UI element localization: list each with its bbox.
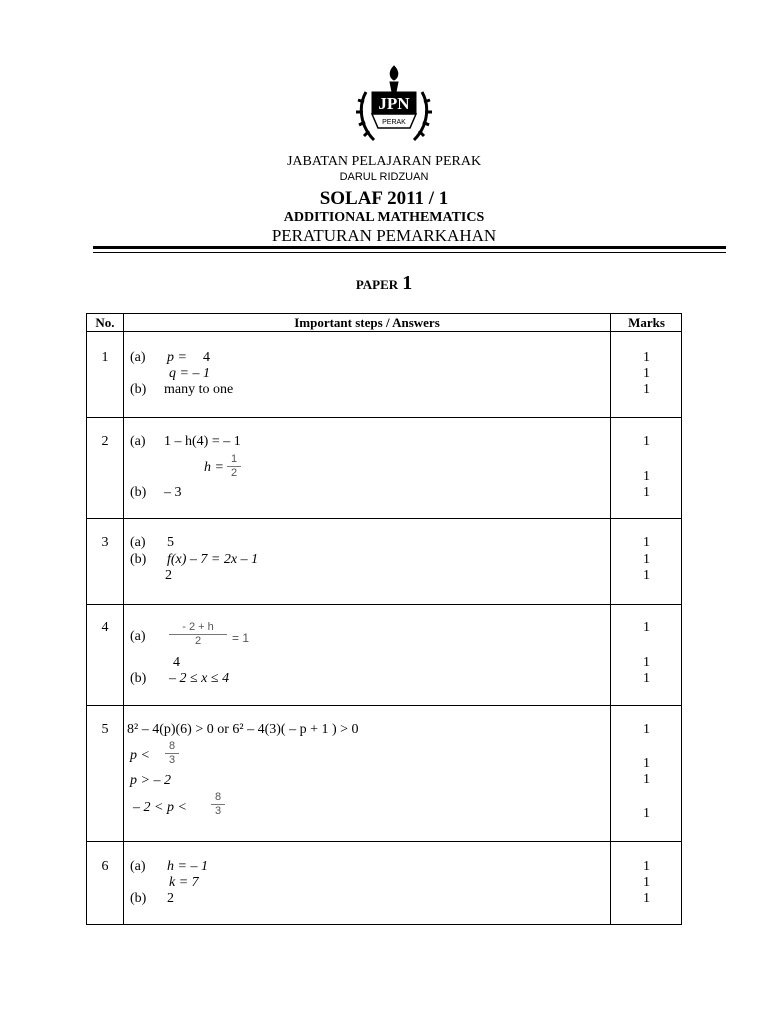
- mark: 1: [643, 806, 650, 821]
- question-number: 4: [101, 620, 109, 635]
- answer-line: – 3: [164, 485, 182, 500]
- answer-line: 2: [167, 891, 174, 906]
- mark: 1: [643, 366, 650, 381]
- question-number: 1: [101, 350, 109, 365]
- answer-line: 4: [173, 655, 180, 670]
- answer-line: 5: [167, 535, 174, 550]
- mark: 1: [643, 655, 650, 670]
- question-number: 3: [101, 535, 109, 550]
- answer-line: p <: [130, 748, 150, 763]
- header-marks: Marks: [628, 315, 665, 330]
- jpn-perak-crest-logo: [352, 62, 436, 154]
- marking-table: [86, 313, 682, 925]
- part-a-label: (a): [130, 535, 146, 550]
- part-b-label: (b): [130, 485, 147, 500]
- mark: 1: [643, 535, 650, 550]
- answer-line: k = 7: [169, 875, 199, 890]
- department-name: JABATAN PELAJARAN PERAK: [286, 154, 482, 169]
- mark: 1: [643, 891, 650, 906]
- question-number: 5: [101, 722, 109, 737]
- region-name: DARUL RIDZUAN: [339, 171, 429, 183]
- mark: 1: [643, 350, 650, 365]
- part-a-label: (a): [130, 434, 146, 449]
- answer-line: f(x) – 7 = 2x – 1: [167, 552, 259, 567]
- part-b-label: (b): [130, 891, 147, 906]
- part-a-label: (a): [130, 350, 146, 365]
- fraction-equals: = 1: [232, 631, 250, 645]
- subject-title: ADDITIONAL MATHEMATICS: [283, 210, 485, 225]
- answer-line: p =: [167, 350, 187, 365]
- mark: 1: [643, 469, 650, 484]
- answer-line: – 2 < p <: [133, 800, 187, 815]
- column-divider: [123, 314, 124, 924]
- fraction: 8 3: [211, 792, 225, 817]
- answer-value: 4: [203, 350, 210, 365]
- answer-line: h = – 1: [167, 859, 208, 874]
- mark: 1: [643, 620, 650, 635]
- mark: 1: [643, 485, 650, 500]
- paper-label: PAPER 1: [355, 272, 413, 294]
- question-number: 6: [101, 859, 109, 874]
- svg-text:PERAK: PERAK: [382, 119, 406, 126]
- marking-scheme-title: PERATURAN PEMARKAHAN: [271, 226, 497, 245]
- mark: 1: [643, 552, 650, 567]
- answer-line: 1 – h(4) = – 1: [164, 434, 241, 449]
- row-divider: [87, 417, 681, 418]
- row-divider: [87, 518, 681, 519]
- mark: 1: [643, 772, 650, 787]
- header-no: No.: [95, 315, 115, 330]
- column-divider: [610, 314, 611, 924]
- answer-line: 2: [165, 568, 172, 583]
- header-steps: Important steps / Answers: [294, 315, 440, 330]
- mark: 1: [643, 434, 650, 449]
- question-number: 2: [101, 434, 109, 449]
- answer-line: – 2 ≤ x ≤ 4: [169, 671, 230, 686]
- part-b-label: (b): [130, 671, 147, 686]
- answer-line: h =: [204, 460, 224, 475]
- part-b-label: (b): [130, 552, 147, 567]
- mark: 1: [643, 722, 650, 737]
- row-divider: [87, 841, 681, 842]
- fraction: - 2 + h 2: [169, 622, 227, 647]
- svg-text:JPN: JPN: [378, 94, 410, 113]
- row-divider: [87, 705, 681, 706]
- part-b-label: (b): [130, 382, 147, 397]
- mark: 1: [643, 756, 650, 771]
- part-a-label: (a): [130, 629, 146, 644]
- answer-line: 8² – 4(p)(6) > 0 or 6² – 4(3)( – p + 1 ) > 0: [127, 722, 359, 737]
- fraction: 8 3: [165, 741, 179, 766]
- answer-line: q = – 1: [169, 366, 210, 381]
- answer-line: many to one: [164, 382, 234, 397]
- mark: 1: [643, 671, 650, 686]
- exam-title: SOLAF 2011 / 1: [319, 188, 449, 209]
- fraction: 1 2: [227, 454, 241, 479]
- mark: 1: [643, 568, 650, 583]
- header-rule-thick: [93, 246, 726, 249]
- mark: 1: [643, 382, 650, 397]
- answer-line: p > – 2: [130, 773, 171, 788]
- mark: 1: [643, 859, 650, 874]
- row-divider: [87, 604, 681, 605]
- part-a-label: (a): [130, 859, 146, 874]
- row-divider: [87, 331, 681, 332]
- mark: 1: [643, 875, 650, 890]
- header-rule-thin: [93, 252, 726, 253]
